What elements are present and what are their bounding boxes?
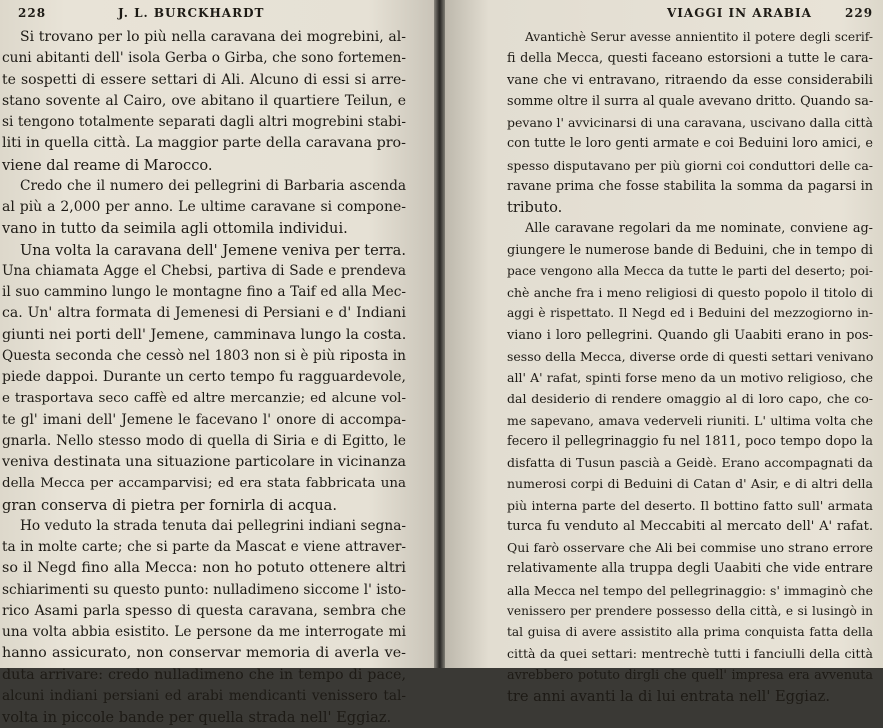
page-number: 229 <box>845 6 874 20</box>
text-line: ravane prima che fosse stabilita la somma da pagarsi in <box>507 178 873 194</box>
text-line: pevano l' avvicinarsi di una caravana, uscivano dalla città <box>507 115 873 130</box>
text-line: si tengono totalmente separati dagli altri mogrebini stabi- <box>2 114 406 130</box>
text-line: più interna parte del deserto. Il bottino fatto sull' armata <box>507 497 873 513</box>
text-line: tal guisa di avere assistito alla prima conquista fatta della <box>507 625 873 639</box>
text-line: disfatta di Tusun pascià a Geidè. Erano accompagnati da <box>507 455 873 470</box>
text-line: Si trovano per lo più nella caravana dei mogrebini, al- <box>20 29 406 45</box>
text-line: vano in tutto da seimila agli ottomila individui. <box>2 220 348 238</box>
left-page-text <box>2 27 406 728</box>
text-line: duta arrivare: credo nulladimeno che in tempo di pace, <box>2 666 406 683</box>
text-line: città da quei settari: mentrechè tutti i fanciulli della città <box>507 646 873 662</box>
text-line: Alle caravane regolari da me nominate, conviene ag- <box>525 221 873 237</box>
text-line: giunti nei porti dell' Jemene, camminava lungo la costa. <box>2 326 407 343</box>
text-line: relativamente alla truppa degli Uaabiti che vide entrare <box>507 561 873 577</box>
text-line: all' A' rafat, spinti forse meno da un motivo religioso, che <box>507 370 873 385</box>
text-line: numerosi corpi di Beduini di Catan d' Asir, e di altri della <box>507 476 873 492</box>
text-line: gran conserva di pietra per fornirla di acqua. <box>2 496 337 514</box>
text-line: fi della Mecca, questi faceano estorsioni a tutte le cara- <box>507 51 873 67</box>
text-line: Una chiamata Agge el Chebsi, partiva di Sade e prendeva <box>2 262 406 279</box>
text-line: liti in quella città. La maggior parte della caravana pro- <box>2 135 406 152</box>
book-gutter <box>434 0 445 668</box>
text-line: somme oltre il surra al quale avevano dritto. Quando sa- <box>507 93 874 109</box>
text-line: volta in piccole bande per quella strada nell' Eggiaz. <box>2 709 392 726</box>
text-line: stano sovente al Cairo, ove abitano il quartiere Teilun, e <box>2 92 406 109</box>
running-title: J. L. BURCKHARDT <box>118 6 265 20</box>
text-line: hanno assicurato, non conservar memoria di averla ve- <box>2 645 406 662</box>
text-line: so il Negd fino alla Mecca: non ho potuto ottenere altri <box>2 560 406 577</box>
text-line: avrebbero potuto dirgli che quell' impresa era avvenuta <box>507 667 873 683</box>
text-line: ta in molte carte; che si parte da Mascat e viene attraver- <box>2 539 406 555</box>
text-line: giungere le numerose bande di Beduini, che in tempo di <box>507 242 873 258</box>
text-line: Avantichè Serur avesse annientito il potere degli scerif- <box>525 30 873 44</box>
text-line: rico Asami parla spesso di questa caravana, sembra che <box>2 602 406 619</box>
text-line: alcuni indiani persiani ed arabi mendicanti venissero tal- <box>2 687 406 704</box>
text-line: dal desiderio di rendere omaggio al di loro capo, che co- <box>507 391 873 407</box>
right-page-text <box>507 27 873 707</box>
text-line: piede dappoi. Durante un certo tempo fu ragguardevole, <box>2 369 406 385</box>
text-line: alla Mecca nel tempo del pellegrinaggio: s' immaginò che <box>507 582 874 598</box>
text-line: con tutte le loro genti armate e coi Beduini loro amici, e <box>507 136 873 152</box>
text-line: te sospetti di essere settari di Ali. Alcuno di essi si arre- <box>2 71 406 88</box>
text-line: vane che vi entravano, ritraendo da esse considerabili <box>507 72 873 88</box>
text-line: una volta abbia esistito. Le persone da me interrogate mi <box>2 624 406 640</box>
text-line: e trasportava seco caffè ed altre mercanzie; ed alcune vol- <box>2 391 406 407</box>
page-number: 228 <box>18 6 47 20</box>
text-line: schiarimenti su questo punto: nulladimeno siccome l' isto- <box>2 581 407 598</box>
text-line: Credo che il numero dei pellegrini di Barbaria ascenda <box>20 177 406 194</box>
text-line: viene dal reame di Marocco. <box>2 156 213 174</box>
right-page <box>445 0 883 705</box>
text-line: tributo. <box>507 199 563 216</box>
text-line: chè anche fra i meno religiosi di questo popolo il titolo di <box>507 285 873 300</box>
text-line: turca fu venduto al Meccabiti al mercato dell' A' rafat. <box>507 518 873 534</box>
text-line: sesso della Mecca, diverse orde di questi settari venivano <box>507 348 874 364</box>
text-line: viano i loro pellegrini. Quando gli Uaabiti erano in pos- <box>507 327 873 343</box>
text-line: gnarla. Nello stesso modo di quella di Siria e di Egitto, le <box>2 432 406 449</box>
text-line: il suo cammino lungo le montagne fino a Taif ed alla Mec- <box>2 284 406 300</box>
text-line: aggi è rispettato. Il Negd ed i Beduini del mezzogiorno in- <box>507 306 873 321</box>
running-title: VIAGGI IN ARABIA <box>667 6 812 20</box>
text-line: Questa seconda che cessò nel 1803 non si è più riposta in <box>2 347 406 364</box>
text-line: spesso disputavano per più giorni coi conduttori delle ca- <box>507 157 873 173</box>
text-line: Una volta la caravana dell' Jemene veniva per terra. <box>20 241 406 259</box>
text-line: Ho veduto la strada tenuta dai pellegrini indiani segna- <box>20 517 406 534</box>
text-line: cuni abitanti dell' isola Gerba o Girba, che sono fortemen- <box>2 50 406 67</box>
text-line: te gl' imani dell' Jemene le facevano l' onore di accompa- <box>2 411 406 428</box>
text-line: venissero per prendere possesso della città, e si lusingò in <box>507 603 873 618</box>
text-line: della Mecca per accamparvisi; ed era stata fabbricata una <box>2 476 406 492</box>
text-line: tre anni avanti la di lui entrata nell' Eggiaz. <box>507 687 831 705</box>
text-line: al più a 2,000 per anno. Le ultime caravane si compone- <box>2 199 406 215</box>
text-line: Qui farò osservare che Ali bei commise uno strano errore <box>507 540 873 555</box>
text-line: fecero il pellegrinaggio fu nel 1811, poco tempo dopo la <box>507 433 873 449</box>
left-page <box>0 0 434 726</box>
text-line: me sapevano, amava vederveli riuniti. L' ultima volta che <box>507 412 873 428</box>
text-line: ca. Un' altra formata di Jemenesi di Persiani e d' Indiani <box>2 305 406 322</box>
text-line: pace vengono alla Mecca da tutte le parti del deserto; poi- <box>507 263 873 278</box>
text-line: veniva destinata una situazione particolare in vicinanza <box>2 454 406 470</box>
